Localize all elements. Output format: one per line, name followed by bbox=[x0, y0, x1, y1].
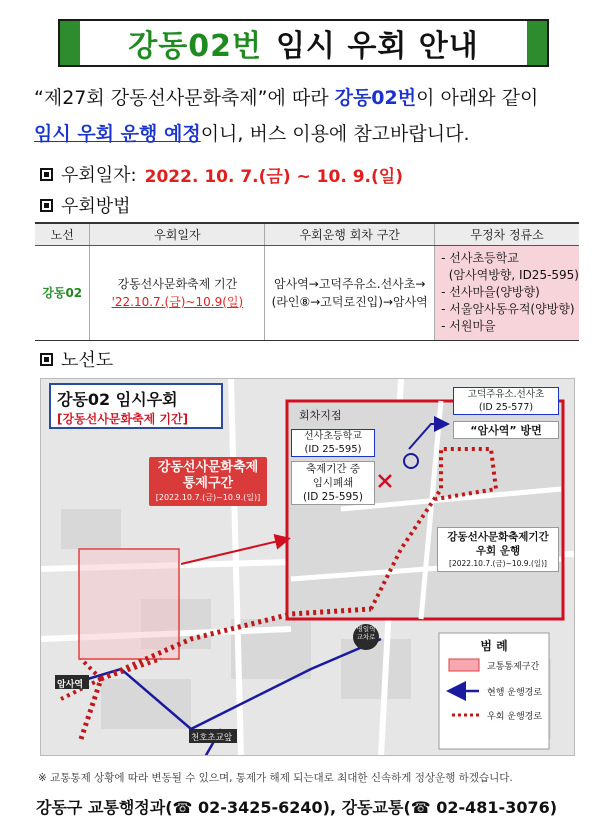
square-bullet-icon bbox=[40, 199, 53, 212]
stop-line: - 서원마을 bbox=[441, 319, 496, 333]
notice-text: ※ 교통통제 상황에 따라 변동될 수 있으며, 통제가 해제 되는대로 최대한 신속하게 정상운행 하겠습니다. bbox=[38, 772, 513, 784]
stop-b-label bbox=[453, 387, 559, 415]
title-accent-right bbox=[527, 21, 547, 65]
square-bullet-icon bbox=[40, 353, 53, 366]
intro-line1-c: 이 아래와 같이 bbox=[416, 87, 539, 109]
detour-date-label: 우회일자: bbox=[61, 165, 137, 186]
closed-stop-label bbox=[291, 461, 375, 505]
contact-footer: 강동구 교통행정과(☎ 02-3425-6240), 강동교통(☎ 02-481-3076) bbox=[36, 798, 558, 817]
map-box-title bbox=[49, 383, 223, 429]
legend-item: 현행 운행경로 bbox=[487, 688, 543, 698]
intro-detour-plan: 임시 우회 운행 예정 bbox=[34, 123, 201, 145]
table-row bbox=[35, 245, 579, 340]
control-zone-title: 강동선사문화축제 통제구간 bbox=[157, 460, 259, 491]
festival-route-date: [2022.10.7.(금)~10.9.(일)] bbox=[449, 559, 547, 568]
header-route: 노선 bbox=[35, 223, 90, 245]
stop-a-label bbox=[291, 429, 375, 457]
intro-line2-b: 이니, 버스 이용에 참고바랍니다. bbox=[200, 123, 470, 145]
map-section-label: 노선도 bbox=[61, 350, 114, 371]
title-main: 임시 우회 안내 bbox=[275, 29, 479, 64]
map-section bbox=[40, 346, 113, 372]
date-line1: 강동선사문화축제 기간 bbox=[117, 276, 238, 291]
stop-a-name: 선사초등학교 bbox=[304, 431, 362, 442]
control-zone-label bbox=[149, 457, 267, 506]
map-box-title-text: 강동02 임시우회 bbox=[57, 390, 178, 409]
direction-label: “암사역” 방면 bbox=[453, 421, 559, 439]
stop-line: - 선사마을(양방향) bbox=[441, 285, 540, 299]
title-accent-left bbox=[60, 21, 80, 65]
legend-item: 교통통제구간 bbox=[487, 662, 540, 672]
company-phone: ☎ 02-481-3076 bbox=[410, 798, 550, 817]
segment-line1: 암사역→고덕주유소.선사초→ bbox=[273, 276, 426, 291]
detour-date-value: 2022. 10. 7.(금) ~ 10. 9.(일) bbox=[144, 166, 403, 187]
stop-line: - 선사초등학교 bbox=[441, 251, 519, 265]
square-bullet-icon bbox=[40, 168, 53, 181]
segment-line2: (라인⑧→고덕로진입)→암사역 bbox=[271, 294, 428, 309]
route-table bbox=[35, 222, 579, 341]
map-box-subtitle: [강동선사문화축제 기간] bbox=[57, 412, 189, 426]
stop-a-id: (ID 25-595) bbox=[304, 444, 362, 455]
station-gangil: 명일역 교차로 bbox=[356, 625, 376, 641]
page-title bbox=[80, 21, 527, 65]
control-zone-date: [2022.10.7.(금)~10.9.(일)] bbox=[155, 493, 261, 502]
station-amsa: 암사역 bbox=[57, 680, 84, 690]
title-banner bbox=[58, 19, 549, 67]
cell-route: 강동02 bbox=[35, 245, 90, 340]
header-stops: 무정차 정류소 bbox=[435, 223, 579, 245]
legend-title: 범 례 bbox=[480, 639, 508, 653]
closed-stop-text: 축제기간 중 임시폐쇄 (ID 25-595) bbox=[303, 463, 363, 503]
stop-line: (암사역방향, ID25-595) bbox=[441, 268, 579, 282]
header-date: 우회일자 bbox=[90, 223, 265, 245]
cell-date bbox=[90, 245, 265, 340]
intro-route: 강동02번 bbox=[334, 87, 417, 109]
company-name: 강동교통 bbox=[341, 798, 404, 817]
stop-b-name: 고덕주유소.선사초 bbox=[467, 389, 545, 400]
route-map bbox=[40, 378, 575, 756]
intro-line1-a: “제27회 강동선사문화축제”에 따라 bbox=[34, 87, 335, 109]
header-segment: 우회운행 회차 구간 bbox=[265, 223, 435, 245]
method-section bbox=[40, 192, 131, 218]
detour-date-section bbox=[40, 161, 403, 187]
festival-route-label bbox=[437, 527, 559, 572]
method-label: 우회방법 bbox=[61, 196, 131, 217]
stop-b-id: (ID 25-577) bbox=[478, 402, 534, 413]
station-school: 천호초교앞 bbox=[191, 733, 233, 743]
title-route: 강동02번 bbox=[128, 29, 262, 64]
date-line2: '22.10.7.(금)~10.9(일) bbox=[111, 294, 244, 309]
dept-name: 강동구 교통행정과 bbox=[36, 798, 166, 817]
intro-text bbox=[34, 80, 584, 152]
dept-phone: ☎ 02-3425-6240 bbox=[172, 798, 323, 817]
stop-line: - 서울암사동유적(양방향) bbox=[441, 302, 575, 316]
cell-stops bbox=[435, 245, 579, 340]
turn-point-label: 회차지점 bbox=[299, 409, 342, 422]
cell-segment bbox=[265, 245, 435, 340]
festival-route-title: 강동선사문화축제기간 우회 운행 bbox=[447, 531, 549, 557]
legend-item: 우회 운행경로 bbox=[487, 712, 543, 722]
